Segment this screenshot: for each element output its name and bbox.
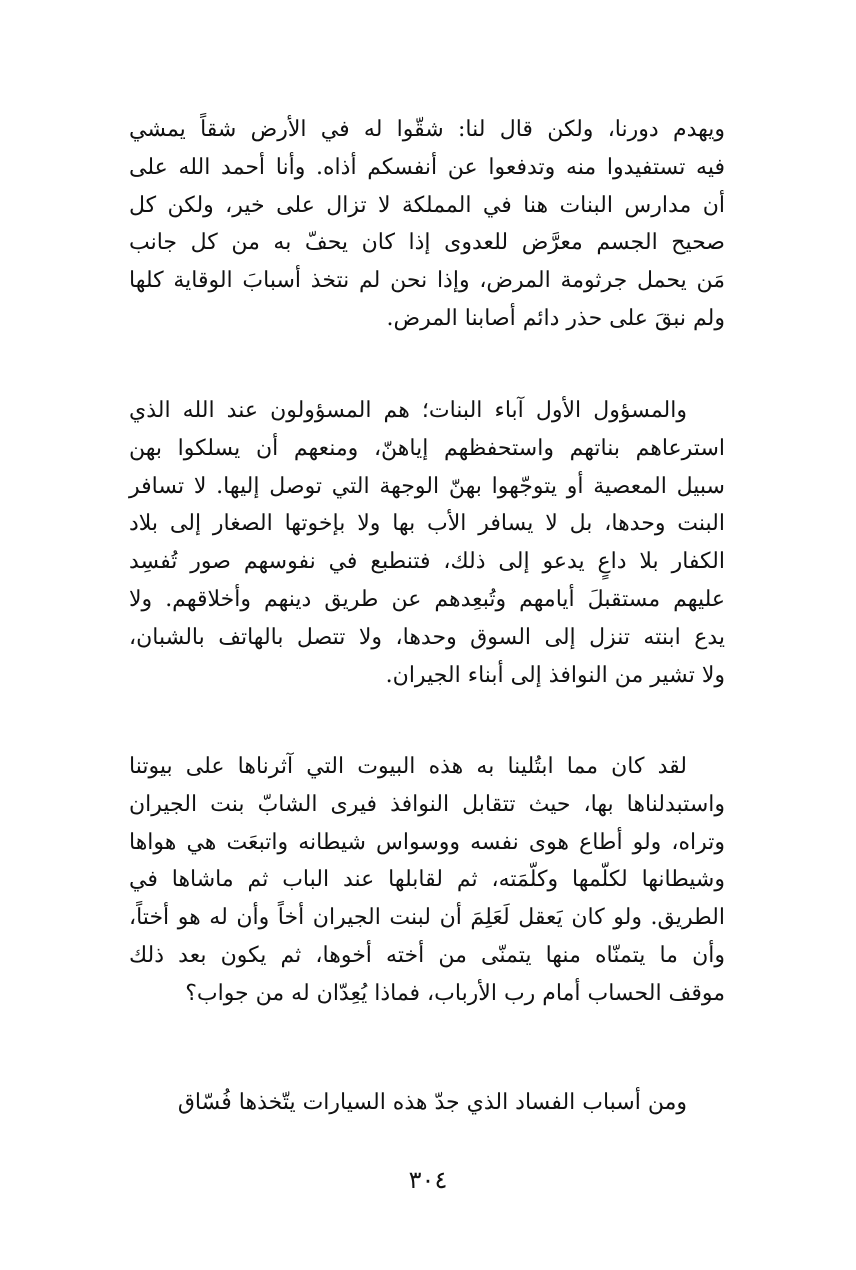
text-line: لقد كان مما ابتُلينا به هذه البيوت التي آثرناها على بيوتنا [129,754,687,779]
page-number: ٣٠٤ [408,1166,448,1194]
text-line: وأن ما يتمنّاه منها يتمنّى من أخته أخوها، ثم يكون بعد ذلك [129,942,725,968]
text-line: ولم نبقَ على حذر دائم أصابنا المرض. [386,305,725,331]
text-line: وتراه، ولو أطاع هوى نفسه ووسواس شيطانه واتبعَت هي هواها [129,829,725,855]
text-line: أن مدارس البنات هنا في المملكة لا تزال على خير، ولكن كل [129,192,725,218]
text-line: سبيل المعصية أو يتوجّهوا بهنّ الوجهة التي توصل إليها. لا تسافر [129,473,725,499]
paragraph-2 [129,392,725,694]
text-line: الكفار بلا داعٍ يدعو إلى ذلك، فتنطبع في نفوسهم صور تُفسِد [129,549,725,575]
text-line: عليهم مستقبلَ أيامهم وتُبعِدهم عن طريق دينهم وأخلاقهم. ولا [129,586,725,612]
text-line: وشيطانها لكلّمها وكلّمَته، ثم لقابلها عند الباب ثم ماشاها في [129,867,725,893]
text-line: استرعاهم بناتهم واستحفظهم إياهنّ، ومنعهم أن يسلكوا بهن [129,435,725,461]
text-line: البنت وحدها، بل لا يسافر الأب بها ولا بإخوتها الصغار إلى بلاد [129,511,725,537]
text-line: واستبدلناها بها، حيث تتقابل النوافذ فيرى الشابّ بنت الجيران [129,791,725,817]
text-line: موقف الحساب أمام رب الأرباب، فماذا يُعِدّان له من جواب؟ [185,980,725,1006]
text-line: الطريق. ولو كان يَعقل لَعَلِمَ أن لبنت الجيران أخاً وأن له هو أختاً، [129,905,725,931]
text-line: والمسؤول الأول آباء البنات؛ هم المسؤولون عند الله الذي [129,398,687,423]
text-line: ولا تشير من النوافذ إلى أبناء الجيران. [385,662,725,688]
text-line: ومن أسباب الفساد الذي جدّ هذه السيارات يتّخذها فُسّاق [177,1090,687,1115]
text-line: مَن يحمل جرثومة المرض، وإذا نحن لم نتخذ أسبابَ الوقاية كلها [129,268,725,294]
text-line: صحيح الجسم معرَّض للعدوى إذا كان يحفّ به من كل جانب [129,230,725,256]
text-line: فيه تستفيدوا منه وتدفعوا عن أنفسكم أذاه. وأنا أحمد الله على [129,154,725,180]
paragraph-3 [129,748,725,1013]
paragraph-4 [129,1084,725,1122]
text-line: ويهدم دورنا، ولكن قال لنا: شقّوا له في الأرض شقاً يمشي [129,117,725,142]
paragraph-1 [129,111,725,338]
text-line: يدع ابنته تنزل إلى السوق وحدها، ولا تتصل بالهاتف بالشبان، [129,624,725,650]
